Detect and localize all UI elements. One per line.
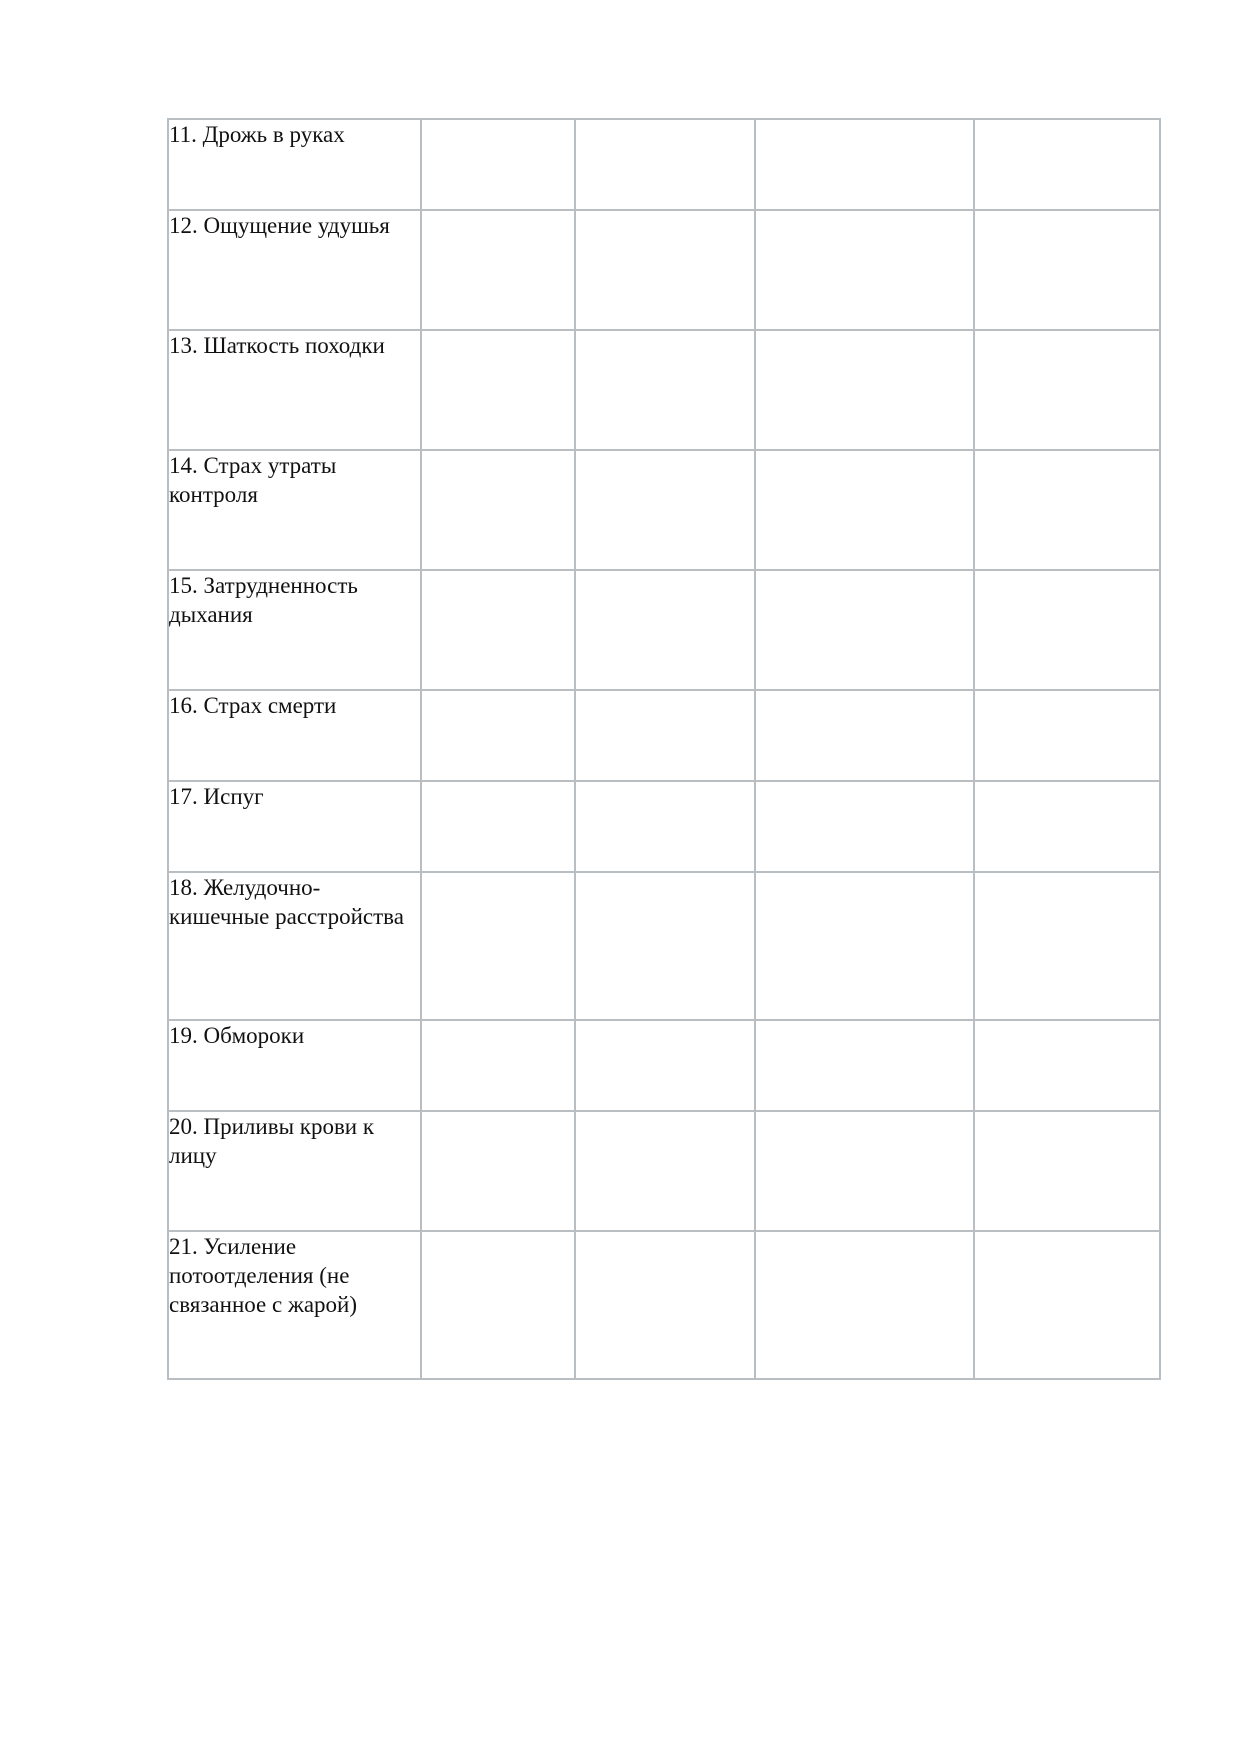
symptom-label: 15. Затрудненность дыхания xyxy=(168,570,421,690)
table-cell xyxy=(421,330,575,450)
table-cell xyxy=(575,1231,755,1379)
table-cell xyxy=(755,1020,974,1111)
table-row xyxy=(168,1020,1160,1111)
table-cell xyxy=(974,119,1160,210)
table-cell xyxy=(575,1020,755,1111)
table-row xyxy=(168,330,1160,450)
table-cell xyxy=(421,690,575,781)
table-cell xyxy=(421,210,575,330)
table-cell xyxy=(575,690,755,781)
table-cell xyxy=(974,450,1160,570)
table-cell xyxy=(974,1020,1160,1111)
table-row xyxy=(168,872,1160,1020)
table-cell xyxy=(575,330,755,450)
table-cell xyxy=(974,690,1160,781)
table-row xyxy=(168,690,1160,781)
symptom-table xyxy=(167,118,1161,1380)
table-cell xyxy=(974,1231,1160,1379)
table-cell xyxy=(974,781,1160,872)
symptom-label: 19. Обмороки xyxy=(168,1020,421,1111)
table-cell xyxy=(755,330,974,450)
table-cell xyxy=(421,1231,575,1379)
table-cell xyxy=(974,1111,1160,1231)
symptom-label: 12. Ощущение удушья xyxy=(168,210,421,330)
table-cell xyxy=(755,119,974,210)
table-cell xyxy=(575,210,755,330)
symptom-label: 20. Приливы крови к лицу xyxy=(168,1111,421,1231)
symptom-label: 14. Страх утраты контроля xyxy=(168,450,421,570)
table-cell xyxy=(575,119,755,210)
table-cell xyxy=(575,872,755,1020)
table-cell xyxy=(755,1231,974,1379)
table-cell xyxy=(974,570,1160,690)
table-cell xyxy=(755,872,974,1020)
table-cell xyxy=(575,1111,755,1231)
symptom-label: 17. Испуг xyxy=(168,781,421,872)
table-cell xyxy=(421,119,575,210)
table-cell xyxy=(974,872,1160,1020)
table-row xyxy=(168,1231,1160,1379)
table-cell xyxy=(755,690,974,781)
table-cell xyxy=(755,781,974,872)
table-row xyxy=(168,210,1160,330)
table-cell xyxy=(421,781,575,872)
symptom-label: 11. Дрожь в руках xyxy=(168,119,421,210)
table-cell xyxy=(421,1111,575,1231)
table-cell xyxy=(755,450,974,570)
symptom-label: 18. Желудочно-кишечные расстройства xyxy=(168,872,421,1020)
table-cell xyxy=(575,450,755,570)
table-row xyxy=(168,1111,1160,1231)
table-cell xyxy=(974,210,1160,330)
table-cell xyxy=(575,781,755,872)
table-cell xyxy=(755,570,974,690)
symptom-label: 21. Усиление потоотделения (не связанное с жарой) xyxy=(168,1231,421,1379)
table-cell xyxy=(755,1111,974,1231)
table-cell xyxy=(421,570,575,690)
table-cell xyxy=(421,450,575,570)
table-cell xyxy=(755,210,974,330)
table-cell xyxy=(421,1020,575,1111)
table-row xyxy=(168,450,1160,570)
table-cell xyxy=(575,570,755,690)
table-cell xyxy=(421,872,575,1020)
symptom-label: 16. Страх смерти xyxy=(168,690,421,781)
table-row xyxy=(168,781,1160,872)
table-cell xyxy=(974,330,1160,450)
table-row xyxy=(168,119,1160,210)
symptom-label: 13. Шаткость походки xyxy=(168,330,421,450)
table-row xyxy=(168,570,1160,690)
